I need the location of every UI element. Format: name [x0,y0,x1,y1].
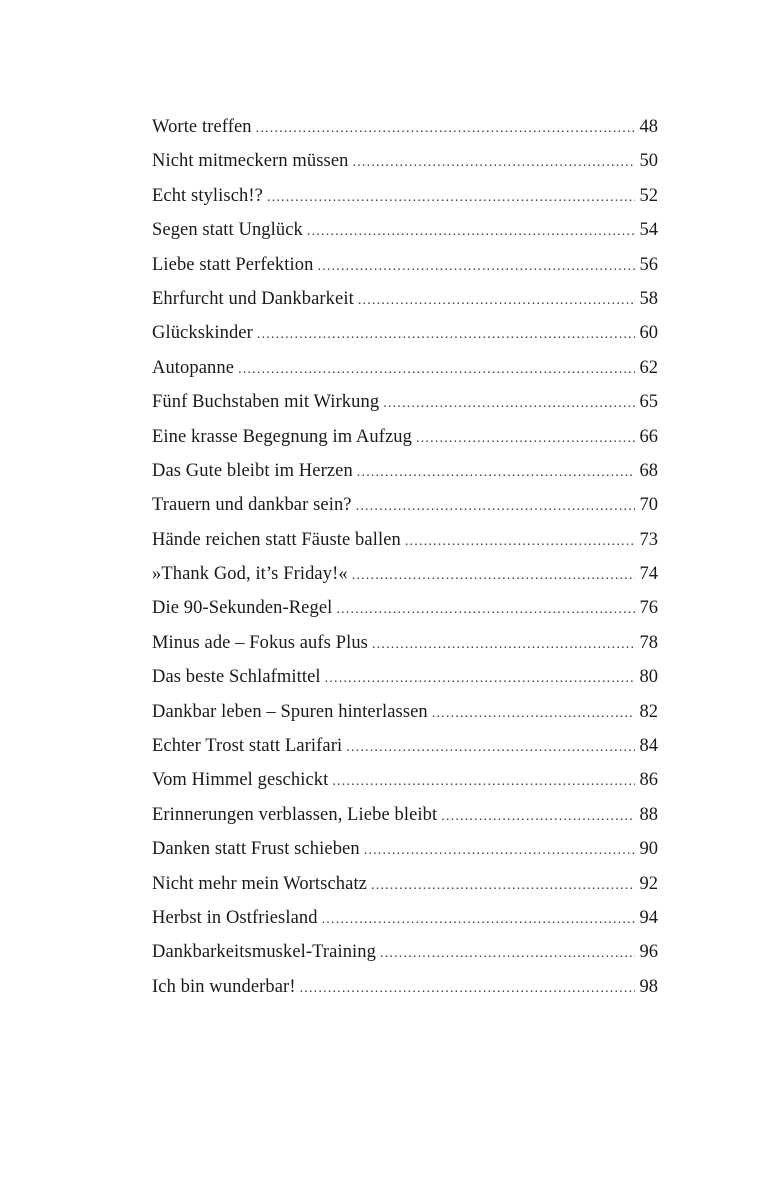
toc-entry [152,695,658,729]
toc-entry-title: Autopanne [152,357,235,378]
toc-entry-page-number: 68 [639,460,658,481]
toc-entry-page-number: 84 [639,736,658,757]
toc-entry-page-number: 60 [639,323,658,344]
toc-entry [152,763,658,797]
toc-entry [152,282,658,316]
toc-entry [152,213,658,247]
toc-entry [152,351,658,385]
toc-entry-title: Die 90-Sekunden-Regel [152,598,333,619]
toc-entry [152,420,658,454]
toc-entry-title: Herbst in Ostfriesland [152,907,318,928]
toc-entry [152,832,658,866]
toc-entry-title: Minus ade – Fokus aufs Plus [152,632,368,653]
dot-leader [336,593,635,627]
toc-entry-title: Dankbarkeitsmuskel-Training [152,942,376,963]
dot-leader [372,628,635,662]
toc-entry [152,798,658,832]
table-of-contents [152,110,658,1004]
toc-entry-page-number: 52 [639,185,658,206]
dot-leader [441,800,635,834]
dot-leader [322,903,635,937]
dot-leader [332,765,635,799]
toc-entry [152,970,658,1004]
toc-entry-title: »Thank God, it’s Friday!« [152,564,348,585]
dot-leader [356,490,635,524]
dot-leader [380,937,635,971]
toc-entry-title: Das beste Schlafmittel [152,667,321,688]
dot-leader [346,731,635,765]
dot-leader [307,215,635,249]
toc-entry-title: Vom Himmel geschickt [152,770,329,791]
toc-entry-page-number: 96 [639,942,658,963]
dot-leader [317,250,635,284]
dot-leader [357,456,635,490]
toc-entry-page-number: 98 [639,976,658,997]
dot-leader [257,318,635,352]
toc-entry [152,729,658,763]
toc-entry-page-number: 74 [639,564,658,585]
toc-entry-title: Das Gute bleibt im Herzen [152,460,353,481]
dot-leader [267,181,635,215]
toc-entry-title: Eine krasse Begegnung im Aufzug [152,426,412,447]
dot-leader [300,972,635,1006]
dot-leader [383,387,635,421]
toc-entry-page-number: 88 [639,804,658,825]
toc-entry-page-number: 78 [639,632,658,653]
toc-entry [152,179,658,213]
toc-entry-page-number: 82 [639,701,658,722]
toc-entry-page-number: 80 [639,667,658,688]
toc-entry-page-number: 94 [639,907,658,928]
toc-entry-title: Trauern und dankbar sein? [152,495,352,516]
toc-entry [152,867,658,901]
toc-entry [152,660,658,694]
toc-entry-title: Echter Trost statt Larifari [152,736,343,757]
toc-entry [152,557,658,591]
toc-entry-title: Segen statt Unglück [152,220,303,241]
toc-entry-title: Liebe statt Perfektion [152,254,314,275]
toc-entry-page-number: 50 [639,151,658,172]
toc-entry-page-number: 76 [639,598,658,619]
dot-leader [364,834,635,868]
toc-entry [152,248,658,282]
toc-entry [152,316,658,350]
toc-entry [152,901,658,935]
dot-leader [371,869,635,903]
dot-leader [238,353,635,387]
dot-leader [405,525,635,559]
dot-leader [325,662,635,696]
toc-entry [152,110,658,144]
toc-entry-title: Nicht mehr mein Wortschatz [152,873,367,894]
toc-entry [152,591,658,625]
toc-entry-title: Erinnerungen verblassen, Liebe bleibt [152,804,438,825]
toc-entry [152,488,658,522]
toc-entry-title: Ich bin wunderbar! [152,976,296,997]
toc-entry-title: Hände reichen statt Fäuste ballen [152,529,401,550]
toc-entry [152,144,658,178]
toc-entry-page-number: 73 [639,529,658,550]
toc-entry-title: Dankbar leben – Spuren hinterlassen [152,701,428,722]
toc-entry-page-number: 48 [639,117,658,137]
toc-entry [152,454,658,488]
dot-leader [353,146,635,180]
toc-entry-page-number: 90 [639,839,658,860]
toc-entry-title: Worte treffen [152,117,252,137]
toc-entry-page-number: 66 [639,426,658,447]
dot-leader [256,112,635,146]
toc-entry-page-number: 65 [639,392,658,413]
toc-entry-title: Fünf Buchstaben mit Wirkung [152,392,380,413]
toc-entry-page-number: 56 [639,254,658,275]
toc-entry [152,523,658,557]
toc-entry [152,935,658,969]
dot-leader [416,422,635,456]
dot-leader [358,284,635,318]
toc-entry-title: Glückskinder [152,323,253,344]
toc-entry-page-number: 58 [639,288,658,309]
toc-entry-title: Echt stylisch!? [152,185,263,206]
toc-entry-page-number: 70 [639,495,658,516]
toc-entry [152,626,658,660]
dot-leader [352,559,635,593]
toc-entry-page-number: 86 [639,770,658,791]
toc-entry-title: Nicht mitmeckern müssen [152,151,349,172]
toc-entry-page-number: 92 [639,873,658,894]
toc-entry-title: Danken statt Frust schieben [152,839,360,860]
toc-entry-page-number: 54 [639,220,658,241]
toc-entry [152,385,658,419]
toc-entry-page-number: 62 [639,357,658,378]
dot-leader [432,697,635,731]
toc-entry-title: Ehrfurcht und Dankbarkeit [152,288,354,309]
